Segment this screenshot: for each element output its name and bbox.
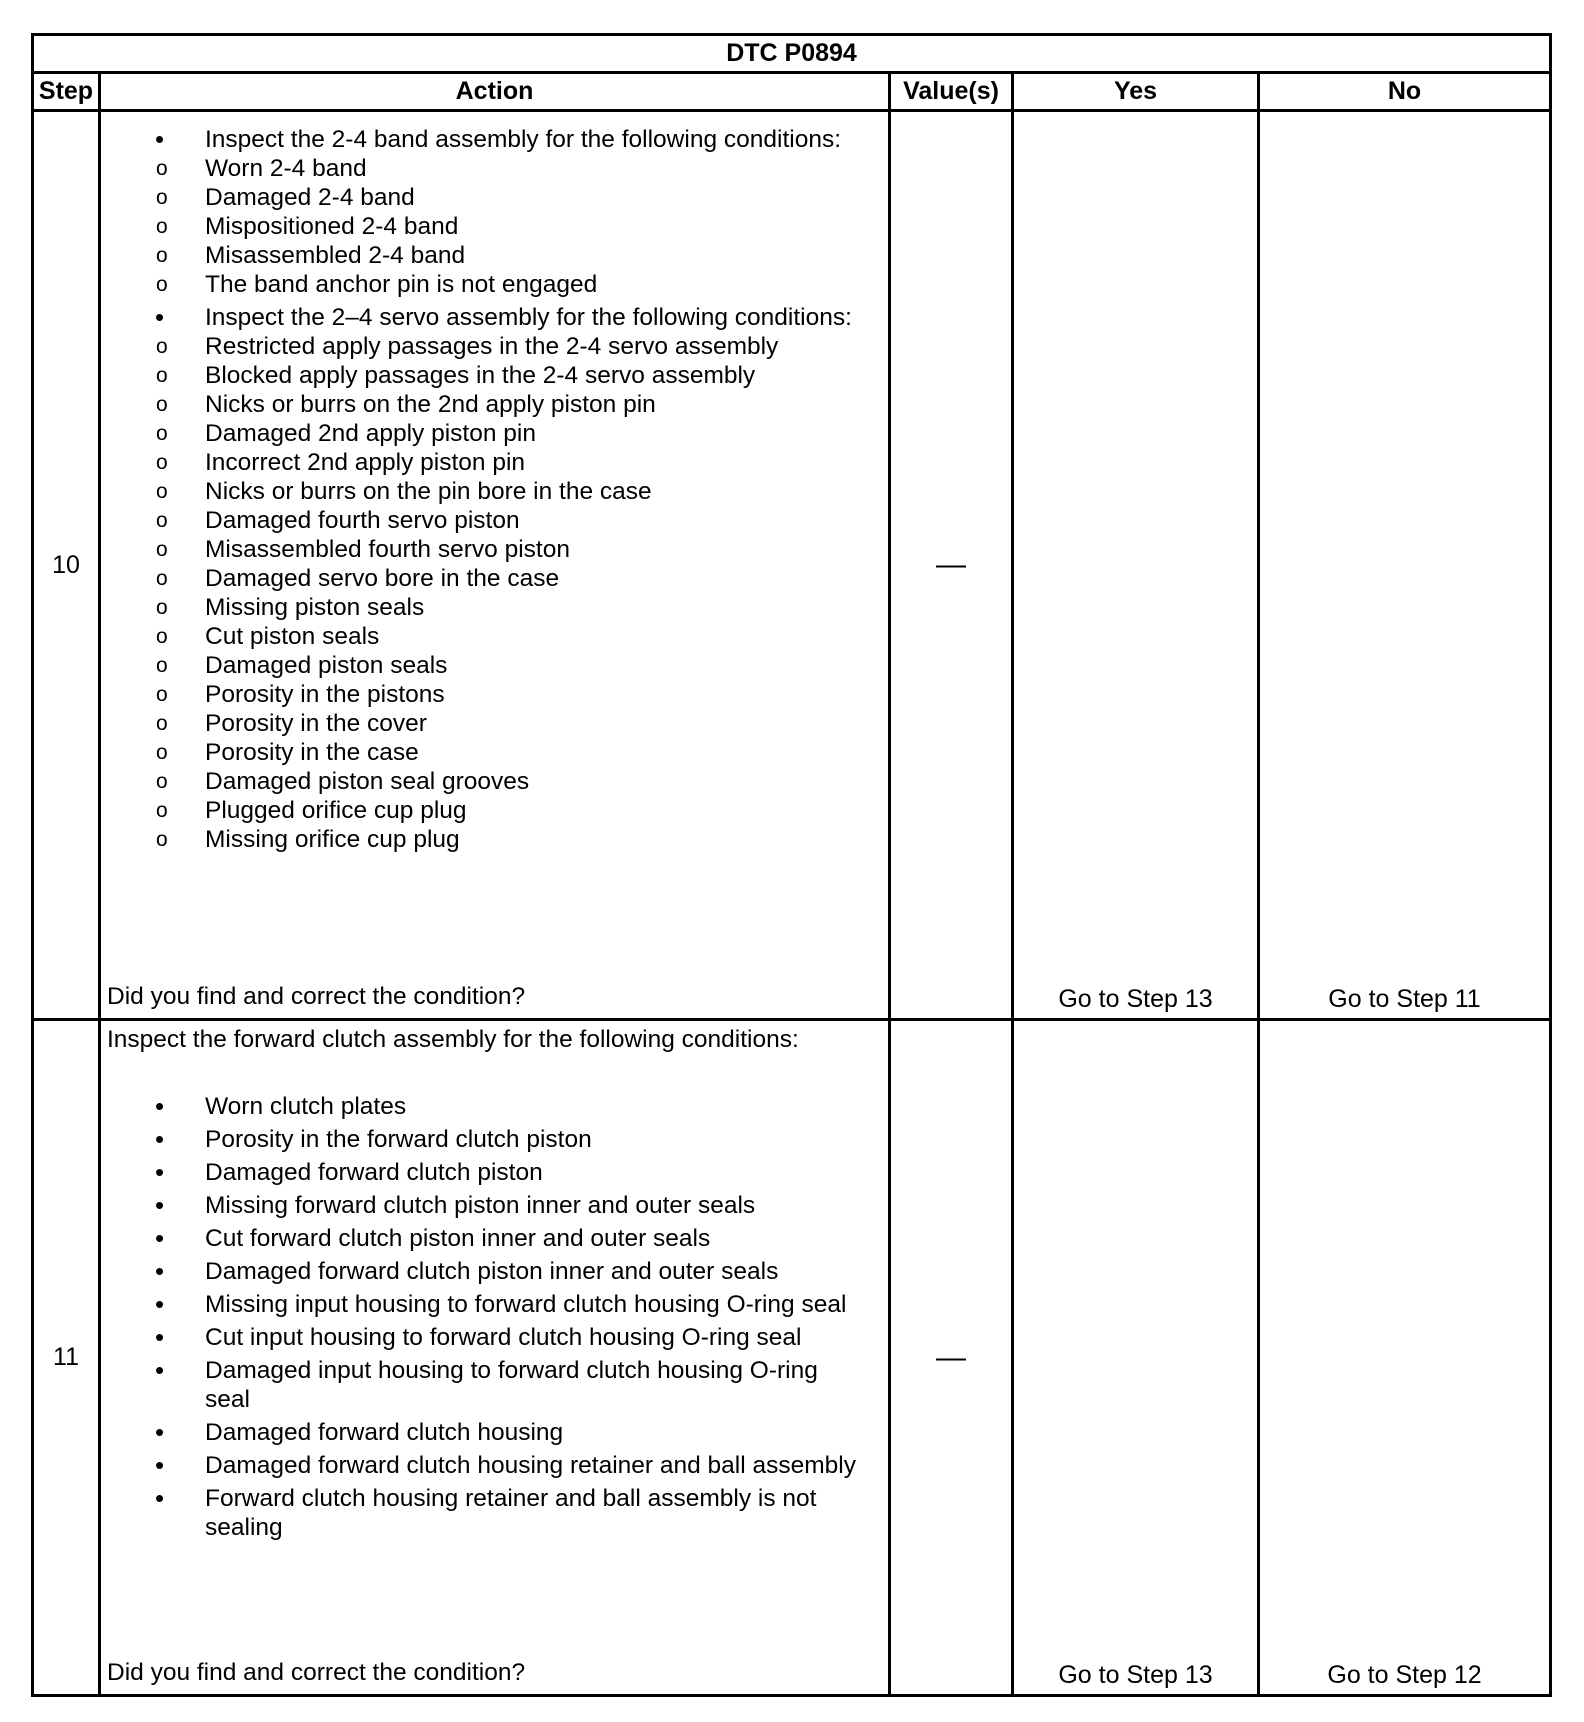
sub-list-item: o Nicks or burrs on the 2nd apply piston pin bbox=[105, 390, 888, 419]
sub-list-item: o Porosity in the case bbox=[105, 738, 888, 767]
sub-list-item: o Damaged piston seal grooves bbox=[105, 767, 888, 796]
sub-list-item: o Blocked apply passages in the 2-4 servo assembly bbox=[105, 361, 888, 390]
sub-list-item: o Worn 2-4 band bbox=[105, 154, 888, 183]
table-title: DTC P0894 bbox=[33, 35, 1551, 73]
list-item: • Damaged forward clutch piston inner and outer seals bbox=[101, 1257, 888, 1286]
step-number: 10 bbox=[33, 111, 100, 1020]
list-item: • Damaged forward clutch piston bbox=[101, 1158, 888, 1187]
dtc-table-container bbox=[31, 33, 1549, 1697]
sub-list-item: o Damaged 2-4 band bbox=[105, 183, 888, 212]
sub-list-item: o Mispositioned 2-4 band bbox=[105, 212, 888, 241]
table-row-step-11 bbox=[33, 1020, 1551, 1696]
sub-list-item: o Porosity in the pistons bbox=[105, 680, 888, 709]
yes-go-to-step-link[interactable]: Go to Step 13 bbox=[1013, 1020, 1259, 1696]
sub-list-item: o Damaged piston seals bbox=[105, 651, 888, 680]
sub-list-item: o Missing orifice cup plug bbox=[105, 825, 888, 854]
sub-list-item: o Cut piston seals bbox=[105, 622, 888, 651]
sub-list-item: o Missing piston seals bbox=[105, 593, 888, 622]
sub-list-item: o Plugged orifice cup plug bbox=[105, 796, 888, 825]
list-item: • Missing input housing to forward clutch housing O-ring seal bbox=[101, 1290, 888, 1319]
list-item: • Damaged forward clutch housing retainer and ball assembly bbox=[101, 1451, 888, 1480]
list-item: • Cut forward clutch piston inner and outer seals bbox=[101, 1224, 888, 1253]
no-go-to-step-link[interactable]: Go to Step 12 bbox=[1259, 1020, 1551, 1696]
list-item: • Porosity in the forward clutch piston bbox=[101, 1125, 888, 1154]
header-yes: Yes bbox=[1013, 73, 1259, 111]
list-item: • Damaged forward clutch housing bbox=[101, 1418, 888, 1447]
list-item bbox=[101, 303, 888, 854]
inspection-list bbox=[101, 1092, 888, 1542]
list-item: • Cut input housing to forward clutch housing O-ring seal bbox=[101, 1323, 888, 1352]
yes-go-to-step-link[interactable]: Go to Step 13 bbox=[1013, 111, 1259, 1020]
action-cell bbox=[100, 111, 890, 1020]
action-cell bbox=[100, 1020, 890, 1696]
diagnostic-table bbox=[31, 33, 1552, 1697]
header-action: Action bbox=[100, 73, 890, 111]
sub-list bbox=[205, 332, 888, 854]
intro-text: Inspect the forward clutch assembly for the following conditions: bbox=[107, 1026, 799, 1053]
header-step: Step bbox=[33, 73, 100, 111]
value-cell: — bbox=[890, 111, 1013, 1020]
sub-list-item: o Misassembled fourth servo piston bbox=[105, 535, 888, 564]
header-no: No bbox=[1259, 73, 1551, 111]
sub-list-item: o Incorrect 2nd apply piston pin bbox=[105, 448, 888, 477]
list-item bbox=[101, 125, 888, 299]
list-item: • Forward clutch housing retainer and ball assembly is not sealing bbox=[101, 1484, 888, 1542]
list-item: • Worn clutch plates bbox=[101, 1092, 888, 1121]
sub-list-item: o The band anchor pin is not engaged bbox=[105, 270, 888, 299]
sub-list bbox=[205, 154, 888, 299]
bullet-text: Inspect the 2-4 band assembly for the following conditions: bbox=[205, 126, 842, 153]
question-text: Did you find and correct the condition? bbox=[107, 1659, 526, 1686]
header-values: Value(s) bbox=[890, 73, 1013, 111]
sub-list-item: o Misassembled 2-4 band bbox=[105, 241, 888, 270]
bullet-text: Inspect the 2–4 servo assembly for the following conditions: bbox=[205, 304, 852, 331]
table-header-row bbox=[33, 73, 1551, 111]
sub-list-item: o Porosity in the cover bbox=[105, 709, 888, 738]
table-title-row bbox=[33, 35, 1551, 73]
list-item: • Damaged input housing to forward clutch housing O-ring seal bbox=[101, 1356, 888, 1414]
inspection-list bbox=[101, 125, 888, 854]
question-text: Did you find and correct the condition? bbox=[107, 983, 526, 1010]
value-cell: — bbox=[890, 1020, 1013, 1696]
sub-list-item: o Damaged fourth servo piston bbox=[105, 506, 888, 535]
sub-list-item: o Restricted apply passages in the 2-4 servo assembly bbox=[105, 332, 888, 361]
no-go-to-step-link[interactable]: Go to Step 11 bbox=[1259, 111, 1551, 1020]
step-number: 11 bbox=[33, 1020, 100, 1696]
sub-list-item: o Damaged 2nd apply piston pin bbox=[105, 419, 888, 448]
sub-list-item: o Damaged servo bore in the case bbox=[105, 564, 888, 593]
table-row-step-10 bbox=[33, 111, 1551, 1020]
sub-list-item: o Nicks or burrs on the pin bore in the case bbox=[105, 477, 888, 506]
list-item: • Missing forward clutch piston inner and outer seals bbox=[101, 1191, 888, 1220]
